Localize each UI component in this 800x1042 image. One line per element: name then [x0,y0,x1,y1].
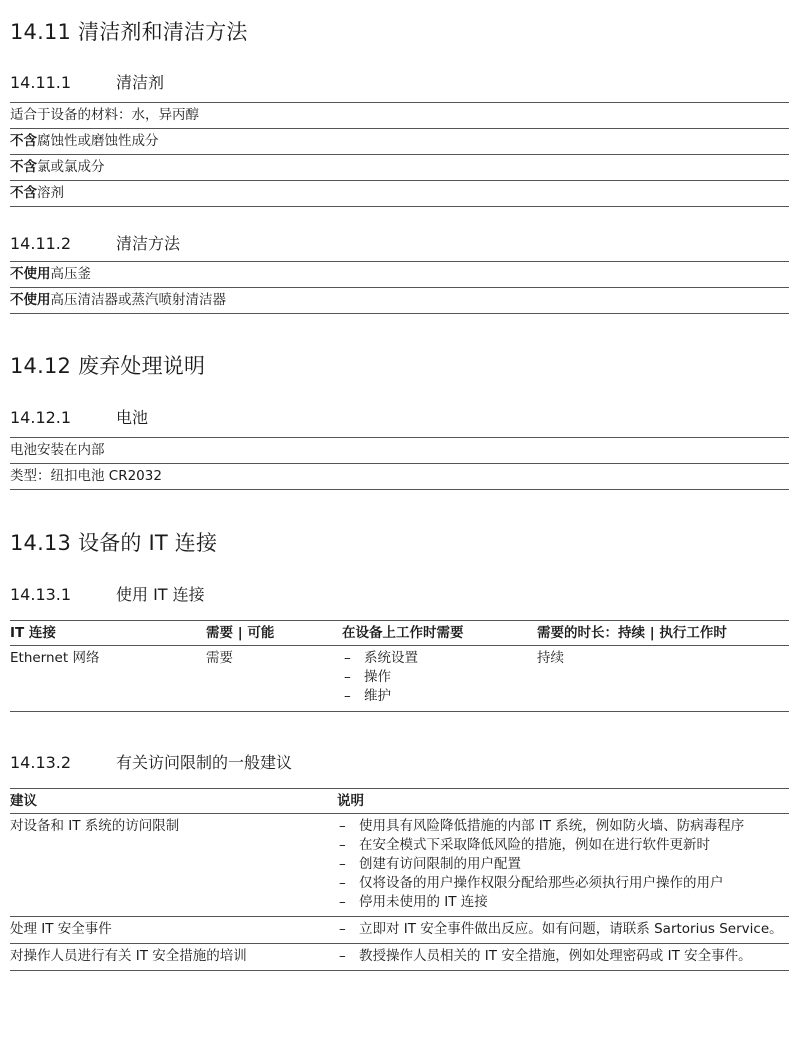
row-text: 适合于设备的材料：水，异丙醇 [10,107,199,123]
connection-name: Ethernet 网络 [10,650,100,666]
row-text: 溶剂 [37,185,64,201]
table-row [10,814,789,917]
list-item: – 创建有访问限制的用户配置 [337,855,789,874]
table-row [10,917,789,944]
explanation [337,817,789,912]
recommendation: 处理 IT 安全事件 [10,921,112,937]
subsection-label: 有关访问限制的一般建议 [116,753,293,772]
connection-duration: 持续 [537,650,564,666]
subsection-title-14-12-1 [10,405,148,428]
list-item: – 在安全模式下采取降低风险的措施，例如在进行软件更新时 [337,836,789,855]
subsection-title-14-13-2 [10,750,292,773]
subsection-number: 14.13.1 [10,585,72,604]
list-item: – 停用未使用的 IT 连接 [337,893,789,912]
work-requirements [342,649,537,706]
row-text: 腐蚀性或磨蚀性成分 [37,133,159,149]
table-row [10,155,789,181]
section-title-14-13: 14.13 设备的 IT 连接 [10,531,218,555]
cleaning-methods-table [10,261,789,314]
list-item: – 维护 [342,687,537,706]
list-item: – 系统设置 [342,649,537,668]
column-header: IT 连接 [10,625,56,641]
column-header: 建议 [10,793,37,809]
cleaning-agents-table [10,102,789,207]
subsection-title-14-11-1 [10,70,164,93]
section-title-14-11: 14.11 清洁剂和清洁方法 [10,20,248,44]
table-row [10,129,789,155]
column-header: 需要的时长：持续 | 执行工作时 [537,625,727,641]
list-item: – 教授操作人员相关的 IT 安全措施，例如处理密码或 IT 安全事件。 [337,947,789,966]
column-header: 需要 | 可能 [206,625,275,641]
table-row: 类型：纽扣电池 CR2032 [10,464,789,490]
list-item: – 立即对 IT 安全事件做出反应。如有问题，请联系 Sartorius Service。 [337,920,789,939]
explanation [337,920,789,939]
bold-prefix: 不含 [10,185,37,201]
table-header-row [10,620,789,646]
row-text: 氯或氯成分 [37,159,105,175]
subsection-number: 14.13.2 [10,753,72,772]
column-header: 在设备上工作时需要 [342,625,464,641]
subsection-title-14-11-2 [10,231,180,254]
list-item: – 使用具有风险降低措施的内部 IT 系统，例如防火墙、防病毒程序 [337,817,789,836]
table-row: 电池安装在内部 [10,437,789,464]
explanation [337,947,789,966]
row-text: 高压清洁器或蒸汽喷射清洁器 [50,292,226,308]
access-recommendations-table [10,788,789,971]
table-row [10,181,789,207]
subsection-label: 清洁剂 [116,73,165,92]
subsection-number: 14.11.2 [10,234,72,253]
subsection-label: 电池 [116,408,149,427]
list-item: – 仅将设备的用户操作权限分配给那些必须执行用户操作的用户 [337,874,789,893]
subsection-number: 14.12.1 [10,408,72,427]
section-title-14-12: 14.12 废弃处理说明 [10,354,206,378]
bold-prefix: 不使用 [10,266,51,282]
it-connection-table [10,620,789,712]
subsection-label: 使用 IT 连接 [116,585,205,604]
row-text: 高压釜 [50,266,91,282]
subsection-title-14-13-1 [10,582,205,605]
table-row [10,102,789,129]
bold-prefix: 不使用 [10,292,51,308]
battery-table [10,437,789,490]
table-row [10,944,789,971]
recommendation: 对设备和 IT 系统的访问限制 [10,818,180,834]
table-header-row [10,788,789,814]
table-row [10,288,789,314]
recommendation: 对操作人员进行有关 IT 安全措施的培训 [10,948,247,964]
table-row [10,646,789,712]
table-row [10,261,789,288]
column-header: 说明 [337,793,364,809]
subsection-number: 14.11.1 [10,73,72,92]
connection-need: 需要 [206,650,233,666]
list-item: – 操作 [342,668,537,687]
bold-prefix: 不含 [10,133,37,149]
bold-prefix: 不含 [10,159,37,175]
subsection-label: 清洁方法 [116,234,181,253]
